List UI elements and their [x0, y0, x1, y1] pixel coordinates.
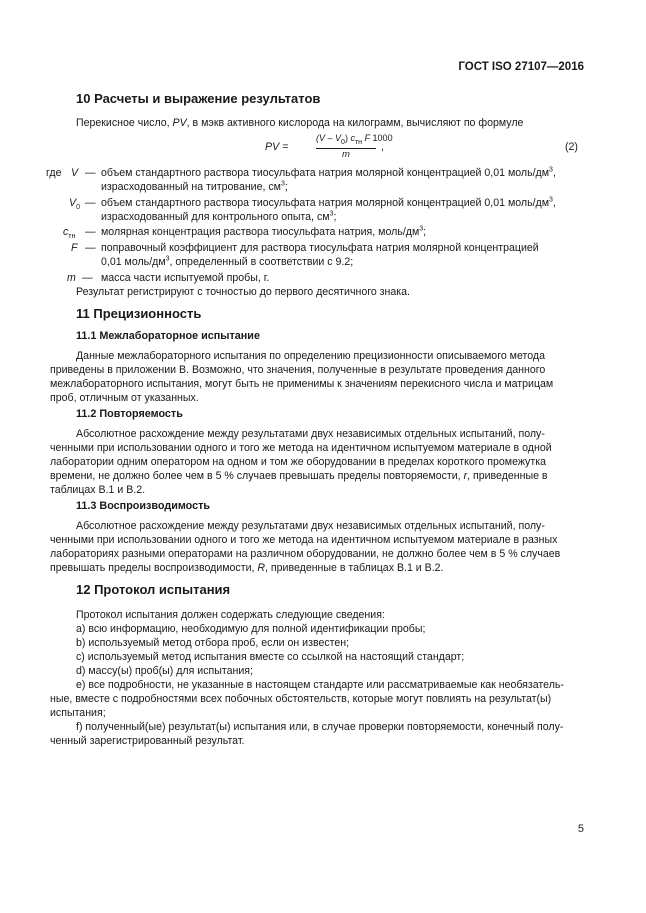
- def-V-line1: объем стандартного раствора тиосульфата натрия молярной концентрацией 0,01 моль/$дм^3$,: [101, 166, 556, 179]
- result-note: Результат регистрируют с точностью до первого десятичного знака.: [76, 286, 410, 298]
- paragraph-line: ченными при использовании одного и того же метода на идентичном испытуемом материале в разных: [50, 534, 558, 546]
- def-dash: —: [85, 242, 96, 254]
- list-item: a) всю информацию, необходимую для полной идентификации пробы;: [76, 623, 426, 635]
- def-symbol-V: V: [71, 167, 79, 179]
- list-item-cont: ченный зарегистрированный результат.: [50, 735, 245, 747]
- list-item: b) используемый метод отбора проб, если он известен;: [76, 637, 350, 649]
- paragraph-line: времени, не должно более чем в 5 % случаев превышать пределы повторяемости, r, приведенные в: [50, 470, 548, 482]
- subsection-11-1-title: 11.1 Межлабораторное испытание: [76, 330, 260, 342]
- where-label: где: [46, 167, 62, 179]
- def-F-line1: поправочный коэффициент для раствора тиосульфата натрия молярной концентрацией: [101, 242, 539, 254]
- page-number: 5: [577, 823, 584, 835]
- formula-numerator: $(V - V_0)$ $c_{тн}$ F 1000: [316, 133, 393, 146]
- document-id: ГОСТ ISO 27107—2016: [458, 61, 584, 73]
- paragraph-line: приведены в приложении В. Возможно, что значения, полученные в результате проведения данного: [50, 364, 546, 376]
- list-item-cont: испытания;: [50, 707, 106, 719]
- formula-denominator: m: [342, 149, 350, 160]
- section-12-intro: Протокол испытания должен содержать следующие сведения:: [76, 609, 385, 621]
- paragraph-line: Абсолютное расхождение между результатами двух независимых отдельных испытаний, полу-: [76, 428, 545, 440]
- def-c-line1: молярная концентрация раствора тиосульфата натрия, моль/$дм^3$;: [101, 225, 427, 238]
- formula-number: (2): [565, 141, 578, 153]
- formula-comma: ,: [381, 141, 384, 153]
- paragraph-line: лабораториях разными операторами на различном оборудовании, не должно более чем в 5 % случаев: [50, 548, 561, 560]
- list-item: d) массу(ы) проб(ы) для испытания;: [76, 665, 253, 677]
- list-item: f) полученный(ые) результат(ы) испытания или, в случае проверки повторяемости, конечный полу-: [76, 721, 564, 733]
- def-dash: —: [85, 197, 96, 209]
- subsection-11-2-title: 11.2 Повторяемость: [76, 408, 183, 420]
- paragraph-line: таблицах В.1 и В.2.: [50, 484, 146, 496]
- paragraph-line: проб, отличным от указанных.: [50, 392, 199, 404]
- paragraph-line: превышать пределы воспроизводимости, R, приведенные в таблицах В.1 и В.2.: [50, 562, 444, 574]
- paragraph-line: ченными при использовании одного и того же метода на идентичном испытуемом материале в одной: [50, 442, 552, 454]
- list-item: e) все подробности, не указанные в настоящем стандарте или рассматриваемые как необязатель-: [76, 679, 564, 691]
- def-m-line1: масса части испытуемой пробы, г.: [101, 272, 270, 284]
- def-symbol-V0: $V_0$: [69, 197, 80, 212]
- section-11-title: 11 Прецизионность: [76, 306, 202, 321]
- section-10-title: 10 Расчеты и выражение результатов: [76, 91, 321, 106]
- paragraph-line: межлабораторного испытания, могут быть не применимы к значениям перекисного числа и матрицам: [50, 378, 554, 390]
- def-dash: —: [85, 167, 96, 179]
- list-item-cont: ные, вместе с подробностями всех побочных обстоятельств, которые могут повлиять на результат(ы): [50, 693, 552, 705]
- formula-lhs: PV =: [265, 141, 289, 153]
- def-F-line2: 0,01 моль/$дм^3$, определенный в соответствии с 9.2;: [101, 255, 354, 268]
- def-symbol-m: m: [67, 272, 76, 284]
- def-dash: —: [82, 272, 93, 284]
- def-V0-line1: объем стандартного раствора тиосульфата натрия молярной концентрацией 0,01 моль/$дм^3$,: [101, 196, 556, 209]
- def-symbol-F: F: [71, 242, 78, 254]
- section-10-intro: Перекисное число, PV, в мэкв активного кислорода на килограмм, вычисляют по формуле: [76, 117, 524, 129]
- def-symbol-c: $c_{тн}$: [63, 226, 76, 241]
- list-item: c) используемый метод испытания вместе со ссылкой на настоящий стандарт;: [76, 651, 465, 663]
- subsection-11-3-title: 11.3 Воспроизводимость: [76, 500, 211, 512]
- def-V-line2: израсходованный на титрование, $см^3$;: [101, 180, 288, 193]
- paragraph-line: Абсолютное расхождение между результатами двух независимых отдельных испытаний, полу-: [76, 520, 545, 532]
- paragraph-line: Данные межлабораторного испытания по определению прецизионности описываемого метода: [76, 350, 545, 362]
- section-12-title: 12 Протокол испытания: [76, 582, 231, 597]
- def-dash: —: [85, 226, 96, 238]
- def-V0-line2: израсходованный для контрольного опыта, $см^3$;: [101, 210, 337, 223]
- paragraph-line: лаборатории одним оператором на одном и том же оборудовании в пределах короткого промежутка: [50, 456, 546, 468]
